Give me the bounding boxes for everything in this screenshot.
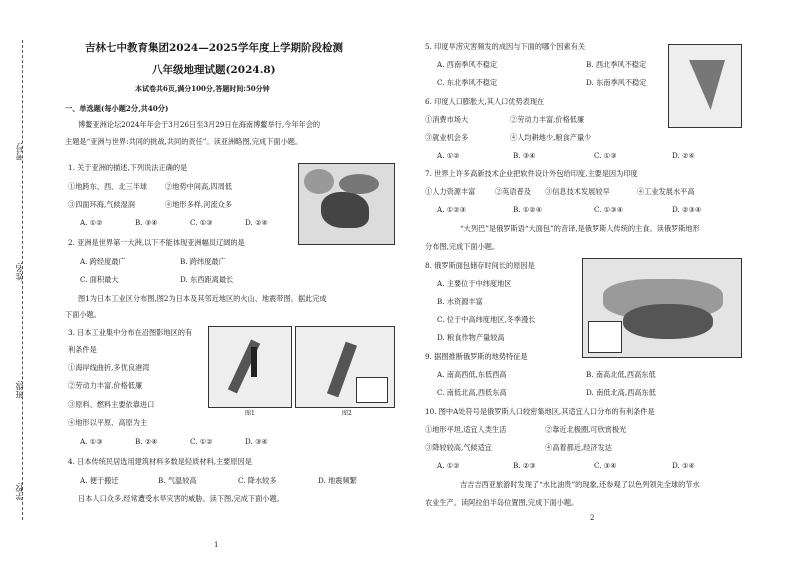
question-5: 5. 印度旱涝灾害频发的成因与下面的哪个因素有关 [425,42,586,51]
q1-statement-1: ①地跨东、西、北三半球 [68,182,148,191]
q1-statement-2: ②地势中间高,四周低 [165,182,232,191]
asia-map [298,163,395,245]
q10-statement-1: ①地形平坦,适宜人类生活 [425,425,507,434]
question-4: 4. 日本传统民居选用建筑材料多数是轻质材料,主要原因是 [68,457,252,466]
exam-subtitle: 八年级地理试题(2024.8) [152,64,276,76]
russia-intro-1: “大列巴”是俄罗斯语“大面包”的音译,是俄罗斯人传统的主食。读俄罗斯地形 [460,224,700,233]
intro-line-4: 下面小题。 [65,310,101,319]
exam-no-label: 考号: [15,142,24,161]
q10-option-d[interactable]: D. ①④ [672,461,695,470]
q6-statement-2: ②劳动力丰富,价格低廉 [510,115,585,124]
q9-option-a[interactable]: A. 南高西低,东低西高 [437,370,507,379]
figure-1-caption: 图1 [245,410,255,417]
section-heading: 一、单选题(每小题2分,共40分) [65,104,169,113]
arabia-intro-2: 农业生产。读阿拉伯半岛位置图,完成下面小题。 [425,498,579,507]
q1-option-c[interactable]: C. ①③ [190,218,213,227]
japan-industry-map [208,326,292,408]
question-3-cont: 利条件是 [68,345,97,354]
q6-statement-1: ①消费市场大 [425,115,469,124]
q4-option-a[interactable]: A. 便于搬迁 [80,476,119,485]
q2-option-c[interactable]: C. 面积最大 [80,275,119,284]
q4-option-c[interactable]: C. 降水较多 [238,476,277,485]
intro-line-5: 日本人口众多,经常遭受水旱灾害的威胁。读下图,完成下面小题。 [78,494,284,503]
q7-statement-1: ①人力资源丰富 [425,187,476,196]
q6-option-c[interactable]: C. ①③ [594,151,617,160]
q3-statement-4: ④地形以平原、高原为主 [68,418,148,427]
question-9: 9. 据图推断俄罗斯的地势特征是 [425,352,528,361]
question-2: 2. 亚洲是世界第一大洲,以下不能体现亚洲幅员辽阔的是 [68,238,245,247]
q9-option-c[interactable]: C. 南低北高,西低东高 [437,388,507,397]
q10-statement-4: ④高着都近,经济发达 [545,443,612,452]
q5-option-a[interactable]: A. 西南季风不稳定 [437,60,498,69]
q6-option-b[interactable]: B. ③④ [513,151,536,160]
q5-option-d[interactable]: D. 东南季风不稳定 [586,78,647,87]
q6-option-d[interactable]: D. ②④ [672,151,695,160]
q3-option-d[interactable]: D. ③④ [245,437,268,446]
q7-option-d[interactable]: D. ②③④ [672,205,702,214]
q6-statement-3: ③就业机会多 [425,133,469,142]
india-monsoon-map [668,44,742,128]
page-number-1: 1 [214,541,219,549]
q9-option-b[interactable]: B. 南高北低,西高东低 [586,370,656,379]
name-label: 姓名: [15,262,24,281]
q10-option-a[interactable]: A. ①② [437,461,460,470]
question-7: 7. 世界上许多高新技术企业把软件设计外包给印度,主要是因为印度 [425,169,638,178]
intro-line-2: 主题是“亚洲与世界:共同的挑战,共同的责任”。读亚洲略图,完成下面小题。 [65,137,303,146]
q2-option-b[interactable]: B. 跨纬度最广 [180,257,226,266]
q10-option-b[interactable]: B. ②③ [513,461,536,470]
q5-option-b[interactable]: B. 西北季风不稳定 [586,60,647,69]
q8-option-a[interactable]: A. 主要位于中纬度地区 [437,279,512,288]
q5-option-c[interactable]: C. 东北季风不稳定 [437,78,498,87]
exam-title: 吉林七中教育集团2024—2025学年度上学期阶段检测 [85,42,343,54]
russia-intro-2: 分布图,完成下面小题。 [425,242,500,251]
q10-option-c[interactable]: C. ③④ [594,461,617,470]
arabia-intro-1: 吉吉吉西亚旅游时发现了“水比油贵”的现象,还参观了以色列领先全球的节水 [460,480,700,489]
q10-statement-2: ②靠近北极圈,可欣赏极光 [545,425,627,434]
question-3: 3. 日本工业集中分布在沿图影地区的有 [68,328,193,337]
q7-option-b[interactable]: B. ①②④ [513,205,543,214]
q10-statement-3: ③降较较高,气候适宜 [425,443,492,452]
q3-option-b[interactable]: B. ②④ [135,437,158,446]
page-number-2: 2 [590,514,595,522]
q7-option-a[interactable]: A. ①②③ [437,205,467,214]
q1-option-d[interactable]: D. ②④ [245,218,268,227]
q8-option-d[interactable]: D. 粮食作物产量较高 [437,333,505,342]
q8-option-c[interactable]: C. 位于中高纬度地区,冬季漫长 [437,315,536,324]
q2-option-a[interactable]: A. 跨经度最广 [80,257,126,266]
q1-statement-3: ③四面环海,气候湿润 [68,200,135,209]
q4-option-d[interactable]: D. 地震频繁 [318,476,357,485]
q1-option-a[interactable]: A. ①② [80,218,103,227]
question-8: 8. 俄罗斯面包储存时间长的原因是 [425,261,535,270]
q8-option-b[interactable]: B. 水资源丰富 [437,297,483,306]
q4-option-b[interactable]: B. 气温较高 [158,476,197,485]
q3-statement-3: ③原料、燃料主要依靠进口 [68,400,155,409]
q7-statement-3: ③信息技术发展较早 [545,187,610,196]
question-10: 10. 图中A处符号是俄罗斯人口较密集地区,其适宜人口分布的有利条件是 [425,407,655,416]
question-6: 6. 印度人口膨胀大,其人口优势表现在 [425,97,545,106]
q3-option-c[interactable]: C. ①② [190,437,213,446]
q7-statement-2: ②英语普及 [495,187,531,196]
q7-option-c[interactable]: C. ①③④ [594,205,624,214]
exam-info: 本试卷共6页,满分100分,答题时间:50分钟 [135,84,270,93]
q3-option-a[interactable]: A. ①③ [80,437,103,446]
q6-statement-4: ④人均耕地少,粮食产量少 [510,133,592,142]
q1-statement-4: ④地形多样,河流众多 [165,200,232,209]
q2-option-d[interactable]: D. 东西距离最长 [180,275,234,284]
q3-statement-1: ①海岸线曲折,多优良港湾 [68,363,150,372]
q1-option-b[interactable]: B. ③④ [135,218,158,227]
q3-statement-2: ②劳动力丰富,价格低廉 [68,381,143,390]
school-label: 学校: [15,482,24,501]
intro-line-1: 博鳌亚洲论坛2024年年会于3月26日至3月29日在海南博鳌举行,今年年会的 [78,120,321,129]
class-label: 班级: [15,380,24,399]
russia-terrain-map [582,258,742,358]
q7-statement-4: ④工业发展水平高 [637,187,695,196]
figure-2-caption: 图2 [342,410,352,417]
intro-line-3: 图1为日本工业区分布图,图2为日本及其邻近地区的火山、地震带图。据此完成 [78,294,327,303]
q9-option-d[interactable]: D. 南低北高,西高东低 [586,388,656,397]
q6-option-a[interactable]: A. ①② [437,151,460,160]
japan-volcano-map [295,326,395,408]
question-1: 1. 关于亚洲的描述,下列说法正确的是 [68,163,188,172]
